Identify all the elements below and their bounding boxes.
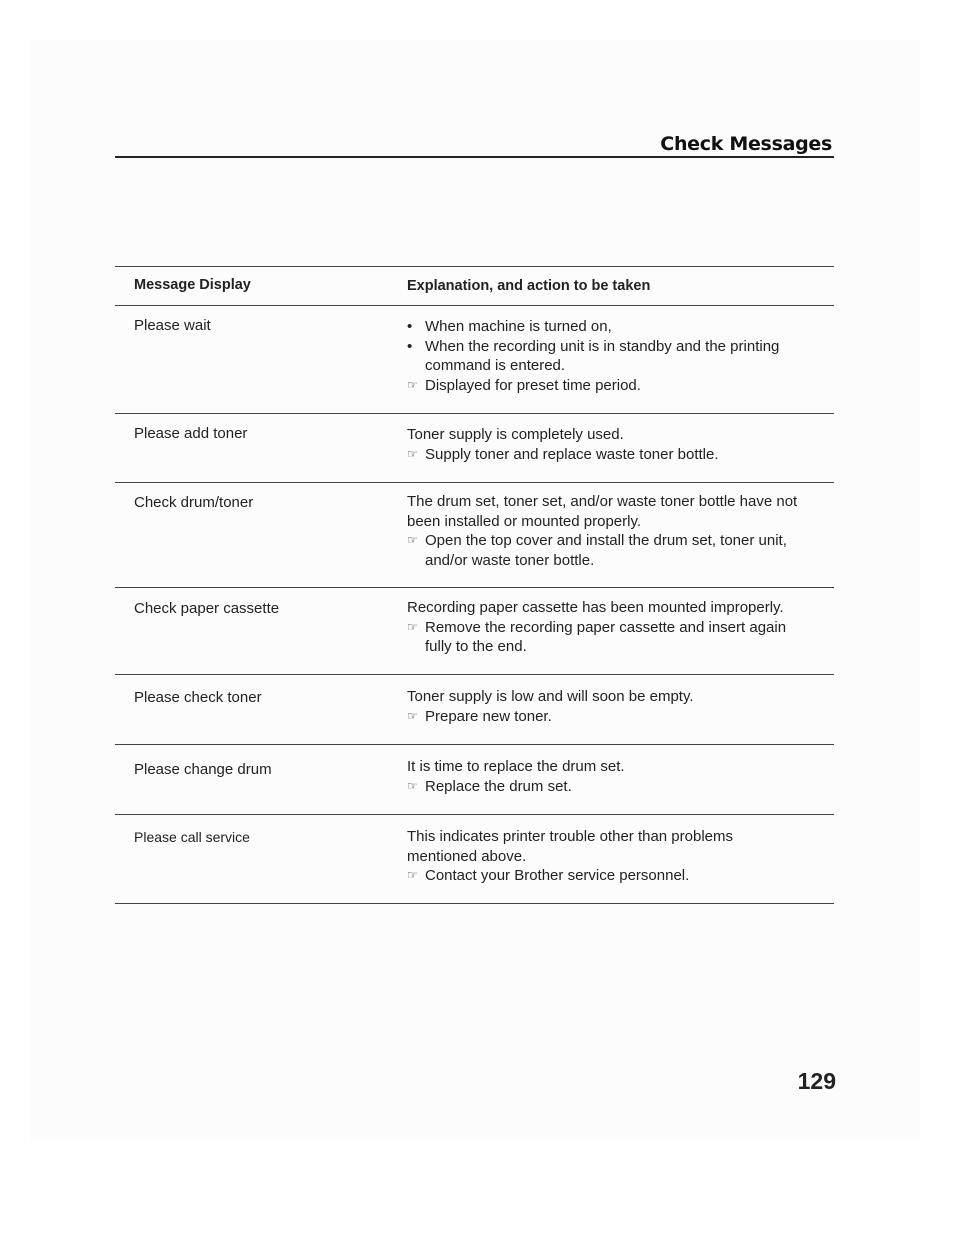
action-continuation: and/or waste toner bottle. [425, 551, 595, 569]
bullet-item: • When the recording unit is in standby and the printing [407, 337, 815, 357]
section-title: Check Messages [660, 133, 832, 155]
messages-table [115, 266, 834, 904]
column-header-message: Message Display [134, 277, 251, 293]
explanation-line: Toner supply is low and will soon be empty. [407, 688, 694, 705]
message-display: Please add toner [134, 425, 248, 442]
action-line: ☞ Replace the drum set. [407, 777, 572, 795]
pointing-hand-icon: ☞ [407, 533, 418, 547]
action-line: ☞ Prepare new toner. [407, 707, 552, 725]
explanation-line: been installed or mounted properly. [407, 512, 642, 530]
table-row [115, 675, 834, 744]
explanation [407, 425, 815, 482]
explanation-line: This indicates printer trouble other than problems [407, 828, 734, 845]
message-display: Please change drum [134, 761, 272, 778]
table-row [115, 815, 834, 903]
action-line: ☞ Remove the recording paper cassette and insert again [407, 618, 787, 636]
action-continuation: fully to the end. [425, 638, 527, 655]
page-number: 129 [797, 1068, 836, 1094]
pointing-hand-icon: ☞ [407, 446, 418, 461]
explanation-line: It is time to replace the drum set. [407, 758, 625, 775]
pointing-hand-icon: ☞ [407, 868, 418, 882]
table-bottom-rule [115, 903, 834, 904]
table-row [115, 588, 834, 674]
explanation [407, 687, 815, 744]
action-line: ☞ Open the top cover and install the drum set, toner unit, [407, 532, 787, 549]
table-row [115, 306, 834, 413]
pointing-hand-icon: ☞ [407, 708, 418, 723]
action-line: ☞ Contact your Brother service personnel. [407, 867, 690, 884]
column-header-explanation: Explanation, and action to be taken [407, 278, 651, 294]
title-rule [115, 156, 834, 158]
pointing-hand-icon: ☞ [407, 619, 418, 634]
pointing-hand-icon: ☞ [407, 377, 418, 392]
explanation-line: mentioned above. [407, 847, 527, 865]
explanation [407, 757, 815, 814]
explanation-line: Toner supply is completely used. [407, 426, 624, 443]
explanation [407, 598, 815, 674]
action-line: ☞ Supply toner and replace waste toner bottle. [407, 445, 719, 463]
table-row [115, 745, 834, 814]
bullet-item: • When machine is turned on, [407, 317, 815, 337]
bullet-continuation: command is entered. [425, 357, 566, 374]
message-display: Check paper cassette [134, 600, 280, 617]
explanation-line: Recording paper cassette has been mounted improperly. [407, 599, 784, 616]
table-header [115, 267, 834, 305]
message-display: Please call service [134, 829, 250, 845]
explanation [407, 317, 815, 413]
message-display: Please check toner [134, 689, 262, 706]
message-display: Check drum/toner [134, 494, 254, 511]
pointing-hand-icon: ☞ [407, 778, 418, 793]
table-row [115, 414, 834, 482]
explanation [407, 827, 815, 903]
table-row [115, 483, 834, 587]
action-line: ☞ Displayed for preset time period. [407, 376, 641, 394]
message-display: Please wait [134, 317, 211, 334]
explanation [407, 492, 815, 587]
explanation-line: The drum set, toner set, and/or waste toner bottle have not [407, 493, 798, 510]
